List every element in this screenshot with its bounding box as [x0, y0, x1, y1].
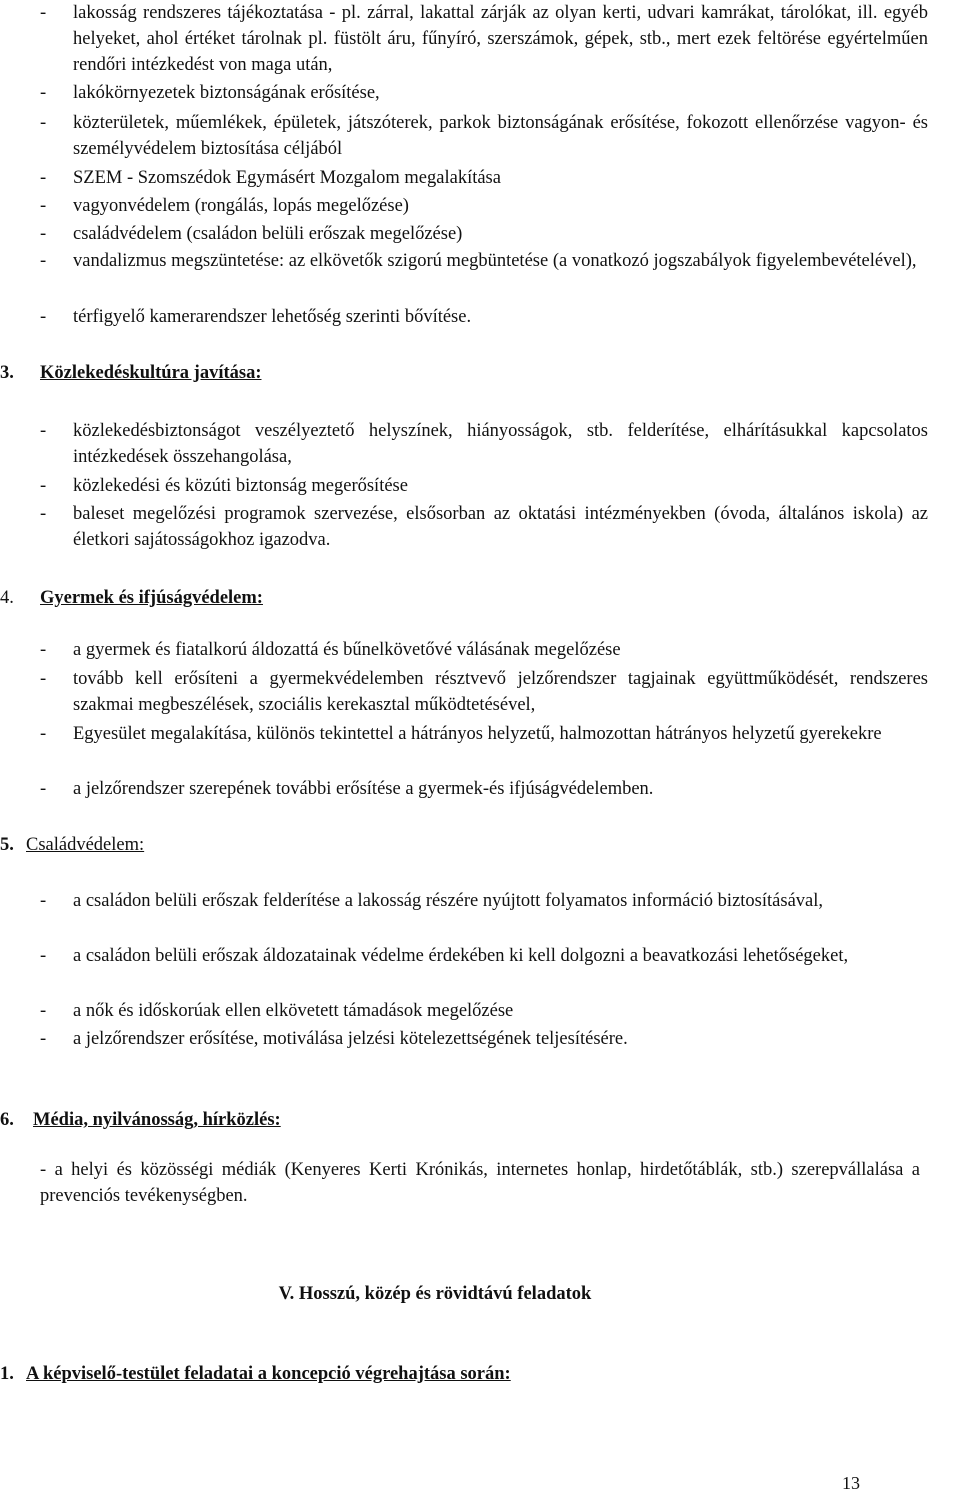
list-dash: - [40, 83, 47, 103]
list-item-text: a családon belüli erőszak áldozatainak védelme érdekében ki kell dolgozni a beavatkozási lehetőségeket, [73, 946, 849, 966]
section-number: 4. [0, 588, 14, 608]
list-item-text: vandalizmus megszüntetése: az elkövetők szigorú megbüntetése (a vonatkozó jogszabályok figyelembevételével), [73, 251, 917, 271]
list-item [40, 666, 928, 718]
section-heading [0, 360, 261, 386]
list-dash: - [40, 3, 47, 23]
list-item [40, 0, 928, 78]
list-item-text: baleset megelőzési programok szervezése, elsősorban az oktatási intézményekben (óvoda, általános iskola) az életkori sajátosságokhoz igazodva. [73, 504, 928, 550]
list-item [40, 501, 928, 553]
list-item-text: lakókörnyezetek biztonságának erősítése, [73, 83, 380, 103]
section-heading [0, 585, 263, 611]
list-dash: - [40, 168, 47, 188]
list-dash: - [40, 196, 47, 216]
list-item [40, 721, 928, 747]
list-item [40, 80, 928, 106]
list-dash: - [40, 476, 47, 496]
list-item [40, 418, 928, 470]
list-dash: - [40, 504, 47, 524]
list-item-text: a családon belüli erőszak felderítése a lakosság részére nyújtott folyamatos információ biztosításával, [73, 891, 823, 911]
section-number: 6. [0, 1110, 14, 1130]
list-item [40, 943, 928, 969]
list-item [40, 888, 928, 914]
page-number: 13 [842, 1473, 860, 1493]
subsection-heading [0, 1361, 511, 1387]
list-item [40, 1026, 928, 1052]
list-item-text: a nők és időskorúak ellen elkövetett támadások megelőzése [73, 1001, 514, 1021]
list-item-text: lakosság rendszeres tájékoztatása - pl. zárral, lakattal zárják az olyan kerti, udvari kamrákat, tárolókat, ill. egyéb helyeket, ahol értéket tárolnak pl. füstölt áru, fűnyíró, szerszámok, gépek, stb., mert ezek feltörése egyértelműen rendőri intézkedést von maga után, [73, 3, 928, 75]
section-title: Gyermek és ifjúságvédelem: [40, 588, 263, 608]
list-item-text: közterületek, műemlékek, épületek, játszóterek, parkok biztonságának erősítése, fokozott ellenőrzése vagyon- és személyvédelem biztosítása céljából [73, 113, 928, 159]
section-title: Családvédelem: [26, 835, 145, 855]
list-item-text: Egyesület megalakítása, különös tekintettel a hátrányos helyzetű, halmozottan hátrányos helyzetű gyerekekre [73, 724, 882, 744]
list-item [40, 165, 928, 191]
list-item-text: közlekedésbiztonságot veszélyeztető helyszínek, hiányosságok, stb. felderítése, elhárításukkal kapcsolatos intézkedések összehangolása, [73, 421, 928, 467]
section-number: 3. [0, 363, 14, 383]
list-item [40, 776, 928, 802]
list-dash: - [40, 224, 47, 244]
list-item [40, 221, 928, 247]
list-item [40, 304, 928, 330]
list-dash: - [40, 307, 47, 327]
list-dash: - [40, 113, 47, 133]
list-item-text: családvédelem (családon belüli erőszak megelőzése) [73, 224, 463, 244]
list-dash: - [40, 640, 47, 660]
list-item-text: térfigyelő kamerarendszer lehetőség szerinti bővítése. [73, 307, 472, 327]
list-item [40, 473, 928, 499]
section-number: 5. [0, 835, 14, 855]
list-item-text: közlekedési és közúti biztonság megerősítése [73, 476, 408, 496]
list-item-text: vagyonvédelem (rongálás, lopás megelőzése) [73, 196, 409, 216]
list-dash: - [40, 421, 47, 441]
list-dash: - [40, 1029, 47, 1049]
section-number: 1. [0, 1364, 14, 1384]
list-item-text: a jelzőrendszer szerepének további erősítése a gyermek-és ifjúságvédelemben. [73, 779, 654, 799]
section-title: A képviselő-testület feladatai a koncepció végrehajtása során: [26, 1364, 511, 1384]
section-title: Média, nyilvánosság, hírközlés: [33, 1110, 281, 1130]
list-dash: - [40, 251, 47, 271]
chapter-heading: V. Hosszú, közép és rövidtávú feladatok [278, 1284, 592, 1304]
list-dash: - [40, 946, 47, 966]
section-heading [0, 832, 144, 858]
list-item [40, 998, 928, 1024]
list-item [40, 637, 928, 663]
section-heading [0, 1107, 281, 1133]
list-item-text: a gyermek és fiatalkorú áldozattá és bűnelkövetővé válásának megelőzése [73, 640, 621, 660]
paragraph: - a helyi és közösségi médiák (Kenyeres Kerti Krónikás, internetes honlap, hirdetőtáblák, stb.) szerepvállalása a prevenciós tevékenységben. [40, 1160, 920, 1206]
list-dash: - [40, 724, 47, 744]
list-dash: - [40, 891, 47, 911]
list-dash: - [40, 779, 47, 799]
list-item [40, 248, 928, 274]
list-item-text: tovább kell erősíteni a gyermekvédelemben résztvevő jelzőrendszer tagjainak együttműködését, rendszeres szakmai megbeszélések, szociális kerekasztal működtetésével, [73, 669, 928, 715]
list-item [40, 110, 928, 162]
list-item [40, 193, 928, 219]
list-dash: - [40, 1001, 47, 1021]
list-item-text: SZEM - Szomszédok Egymásért Mozgalom megalakítása [73, 168, 501, 188]
section-title: Közlekedéskultúra javítása: [40, 363, 262, 383]
list-dash: - [40, 669, 47, 689]
list-item-text: a jelzőrendszer erősítése, motiválása jelzési kötelezettségének teljesítésére. [73, 1029, 628, 1049]
